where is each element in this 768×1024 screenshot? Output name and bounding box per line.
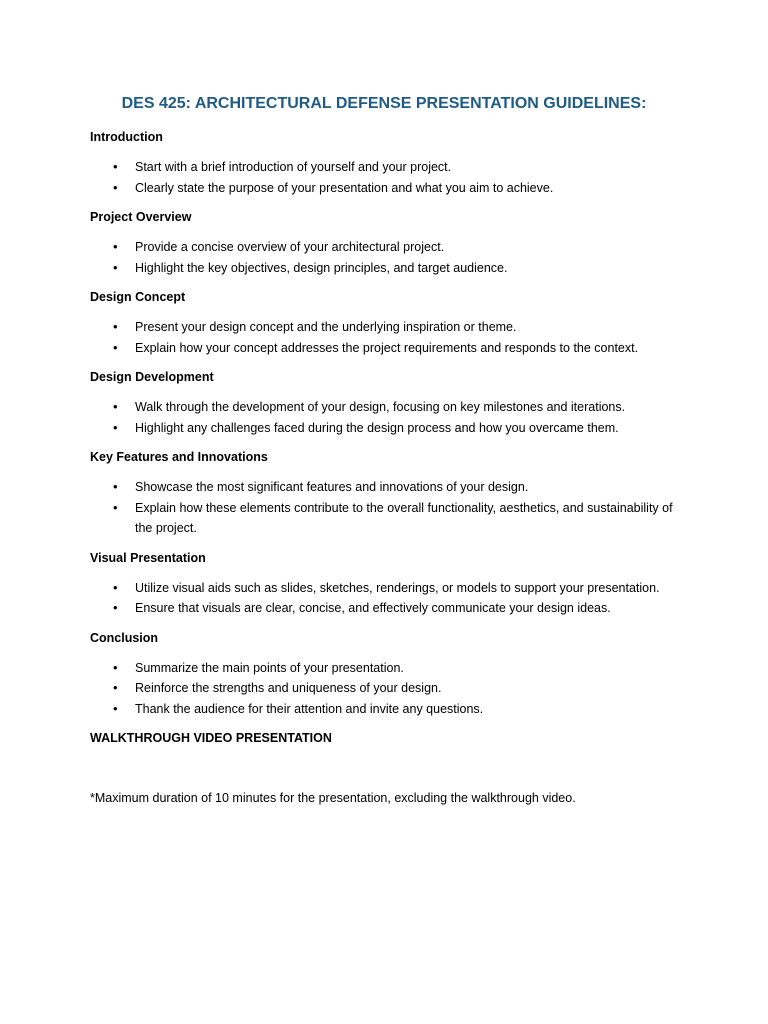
bullet-icon: • <box>113 239 118 254</box>
bullet-icon: • <box>113 659 118 675</box>
list-item-text: Reinforce the strengths and uniqueness of your design. <box>135 681 442 695</box>
list-item-text: Walk through the development of your design, focusing on key milestones and iterations. <box>135 400 626 414</box>
section-heading: Design Development <box>90 370 214 384</box>
bullet-list <box>90 237 690 278</box>
list-item <box>90 237 690 258</box>
section-heading: WALKTHROUGH VIDEO PRESENTATION <box>90 731 332 745</box>
bullet-icon: • <box>113 159 118 174</box>
bullet-icon: • <box>113 700 118 716</box>
bullet-icon: • <box>113 680 118 695</box>
list-item-text: Provide a concise overview of your architectural project. <box>135 240 445 254</box>
list-item <box>90 317 690 338</box>
bullet-icon: • <box>113 600 118 615</box>
bullet-list <box>90 477 690 539</box>
list-item-text: Clearly state the purpose of your presentation and what you aim to achieve. <box>135 180 554 195</box>
section-heading: Visual Presentation <box>90 550 206 565</box>
section-heading: Conclusion <box>90 630 159 645</box>
bullet-list <box>90 658 690 720</box>
list-item <box>90 157 690 178</box>
list-item <box>90 498 690 539</box>
document-title: DES 425: ARCHITECTURAL DEFENSE PRESENTATION GUIDELINES: <box>121 95 647 112</box>
bullet-icon: • <box>113 399 118 414</box>
section-heading: Key Features and Innovations <box>90 450 268 464</box>
list-item-text: Summarize the main points of your presentation. <box>135 660 404 675</box>
list-item <box>90 678 690 699</box>
document-body <box>90 128 690 809</box>
list-item-text: Highlight any challenges faced during the design process and how you overcame them. <box>135 420 619 435</box>
list-item <box>90 178 690 199</box>
list-item <box>90 418 690 439</box>
list-item-text: Explain how your concept addresses the project requirements and responds to the context. <box>135 340 639 355</box>
list-item-text: Ensure that visuals are clear, concise, and effectively communicate your design ideas. <box>135 601 611 615</box>
bullet-icon: • <box>113 499 118 515</box>
bullet-icon: • <box>113 419 118 435</box>
bullet-icon: • <box>113 179 118 195</box>
list-item <box>90 397 690 418</box>
section-heading: Design Concept <box>90 290 186 304</box>
list-item <box>90 598 690 619</box>
bullet-icon: • <box>113 259 118 275</box>
list-item <box>90 338 690 359</box>
bullet-list <box>90 578 690 619</box>
section-heading: Introduction <box>90 130 163 144</box>
list-item-text: Showcase the most significant features and innovations of your design. <box>135 480 529 494</box>
bullet-list <box>90 157 690 198</box>
list-item <box>90 477 690 498</box>
bullet-list <box>90 317 690 358</box>
bullet-icon: • <box>113 339 118 355</box>
bullet-icon: • <box>113 579 118 595</box>
list-item-text: Start with a brief introduction of yourself and your project. <box>135 160 452 174</box>
list-item <box>90 258 690 279</box>
list-item-text: Present your design concept and the underlying inspiration or theme. <box>135 320 517 334</box>
list-item-text: Highlight the key objectives, design principles, and target audience. <box>135 260 508 275</box>
list-item-text: Thank the audience for their attention and invite any questions. <box>135 701 484 716</box>
list-item <box>90 578 690 599</box>
section-heading: Project Overview <box>90 210 192 224</box>
duration-note: *Maximum duration of 10 minutes for the presentation, excluding the walkthrough video. <box>90 791 576 805</box>
list-item-text: Explain how these elements contribute to the overall functionality, aesthetics, and sustainability of the project. <box>135 500 673 535</box>
list-item <box>90 699 690 720</box>
list-item-text: Utilize visual aids such as slides, sketches, renderings, or models to support your presentation. <box>135 580 660 595</box>
bullet-icon: • <box>113 319 118 334</box>
list-item <box>90 658 690 679</box>
bullet-list <box>90 397 690 438</box>
bullet-icon: • <box>113 479 118 494</box>
